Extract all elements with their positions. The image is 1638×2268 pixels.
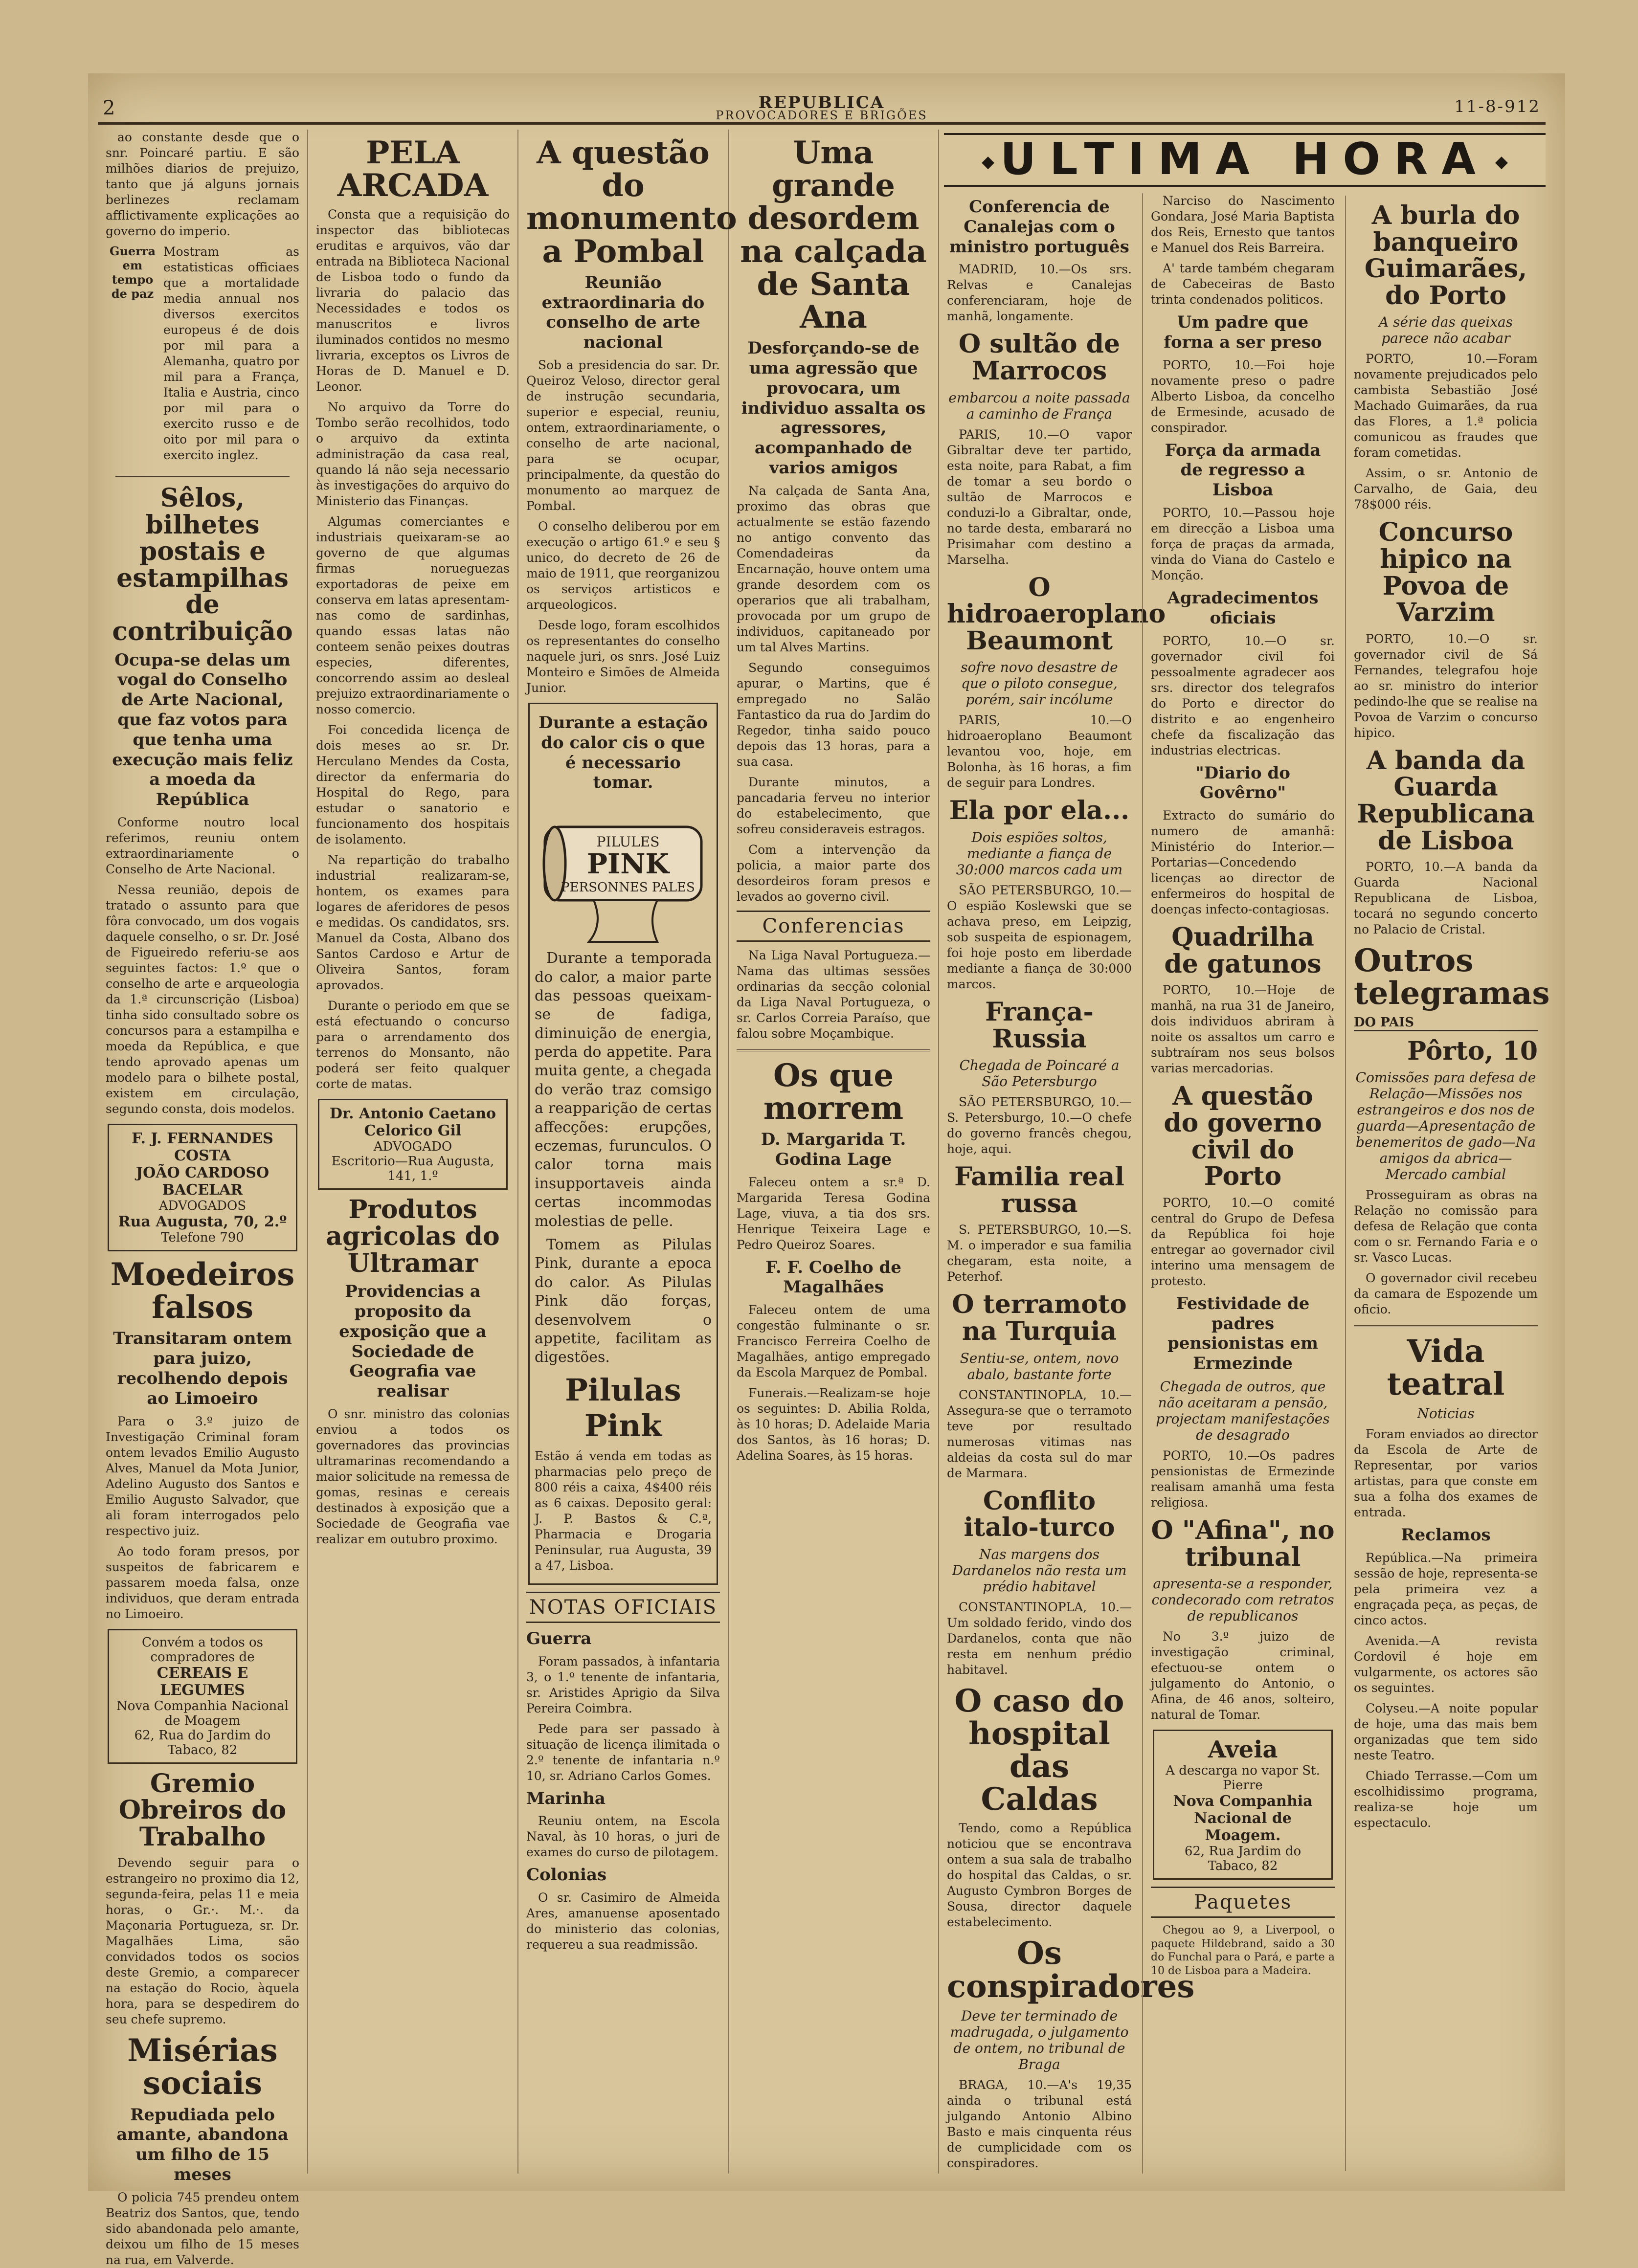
headline-paquetes: Paquetes [1151,1887,1335,1918]
subhead-sultao: embarcou a noite passada a caminho de França [948,389,1130,422]
article-text: Conforme noutro local referimos, reuniu ontem extraordinariamente o Conselho de Arte Nacional. [106,815,299,876]
subhead-selos: Ocupa-se delas um vogal do Conselho de Arte Nacional, que faz votos para que tenha uma execução mais feliz a moeda da República [112,650,293,810]
subhead-ela-por-ela: Dois espiões soltos, mediante a fiança de 30:000 marcos cada um [956,829,1123,878]
article-text: PORTO, 10.—Hoje de manhã, na rua 31 de Janeiro, dois individuos abriram à noite os assaltos um carro e subtraíram nos seus bolsos varias mercadorias. [1151,983,1335,1076]
column-6 [1345,196,1550,2171]
notice-text: Pede para ser passado à situação de licença ilimitada o 2.º tenente de infantaria n.º 10, sr. Adriano Carlos Gomes. [526,1721,720,1783]
column-5 [939,130,1345,2174]
pill-label-3: PERSONNES PALES [561,880,695,895]
lawyer-ad-celorico [318,1099,508,1190]
column-5b [1142,193,1343,2174]
column-1 [98,130,308,2267]
subhead-miserias: Repudiada pelo amante, abandona um filho de 15 meses [116,2105,289,2185]
notices-heading: NOTAS OFICIAIS [526,1592,720,1623]
headline-miserias: Misérias sociais [127,2032,278,2102]
headline-diario: "Diario do Govêrno" [1195,763,1290,803]
headline-os-que-morrem: Os que morrem [763,1057,904,1127]
article-text: Na Liga Naval Portugueza.—Nama das ultimas sessões ordinarias da secção colonial da Liga Naval Portugueza, o sr. Carlos Correia Paraíso, que falou sobre Moçambique. [737,948,930,1041]
ad-line: Nova Companhia Nacional de Moagem. [1173,1793,1313,1845]
section-marinha: Marinha [526,1788,606,1808]
headline-hidroaeroplano: O hidroaeroplano Beaumont [947,572,1166,656]
headline-sultao: O sultão de Marrocos [958,329,1121,386]
article-text: Para o 3.º juizo de Investigação Criminal foram ontem levados Emilio Augusto Alves, Manuel da Mota Junior, Adelino Augusto dos Santos e Emilio Augusto Salvador, que ali foram interrogados pelo respectivo juiz. [106,1414,299,1538]
article-text: Faleceu ontem a sr.ª D. Margarida Teresa Godina Lage, viuva, a tia dos srs. Henrique Teixeira Lage e Pedro Queiroz Soares. [737,1175,930,1252]
obituary-name: D. Margarida T. Godina Lage [761,1130,906,1169]
article-text: Segundo conseguimos apurar, o Martins, que é empregado no Salão Fantastico da rua do Jardim do Regedor, tinha saido pouco depois das 13 horas, para a sua casa. [737,660,930,769]
summary-porto: Comissões para defesa de Relação—Missões nos estrangeiros e dos nos de guarda—Apresentação de benemeritos de gado—Na amigos da abrica—Mercado cambial [1355,1069,1536,1183]
pink-ad-text: Tomem as Pilulas Pink, durante a epoca do calor. As Pilulas Pink dão forças, desenvolvem o appetite, facilitam as digestões. [535,1236,712,1366]
masthead [98,93,1546,125]
section-guerra: Guerra [526,1628,592,1648]
article-text: Ao todo foram presos, por suspeitos de fabricarem e passarem moeda falsa, onze individuos, que deram entrada no Limoeiro. [106,1544,299,1621]
headline-conspiradores: Os conspiradores [947,1935,1195,2005]
article-text: PORTO, 10.—Passou hoje em direcção a Lisboa uma força de praças da armada, vinda do Viana do Castelo e Monção. [1151,505,1335,582]
headline-concurso-hipico: Concurso hipico na Povoa de Varzim [1378,517,1513,628]
article-text: SÃO PETERSBURGO, 10.—O espião Koslewski que se achava preso, em Leipzig, sob suspeita de espionagem, foi hoje posto em liberdade mediante a fiança de 30:000 marcos. [947,883,1132,991]
guerra-label: Guerra em tempo de paz [109,244,156,301]
article-text: Foram enviados ao director da Escola de Arte de Representar, por varios artistas, para que conste em sua a folha dos exames de entrada. [1354,1427,1538,1520]
headline-reclamos: Reclamos [1401,1525,1491,1545]
headline-armada: Força da armada de regresso a Lisboa [1165,440,1321,500]
headline-terramoto: O terramoto na Turquia [952,1290,1127,1346]
headline-produtos: Produtos agricolas do Ultramar [326,1195,500,1278]
article-text: PORTO, 10.—Os padres pensionistas de Ermezinde realisam amanhã uma festa religiosa. [1151,1448,1335,1510]
article-text: CONSTANTINOPLA, 10.—Um soldado ferido, vindo dos Dardanelos, conta que não resta em nenhum prédio habitavel. [947,1600,1132,1677]
headline-selos: Sêlos, bilhetes postais e estampilhas de contribuição [112,483,293,646]
article-text: CONSTANTINOPLA, 10.—Assegura-se que o terramoto teve por resultado numerosas vitimas nas aldeias da costa sul do mar de Marmara. [947,1387,1132,1480]
headline-quadrilha: Quadrilha de gatunos [1164,922,1322,979]
ad-title: Aveia [1208,1736,1278,1764]
hand-icon [589,900,657,942]
guerra-text: Mostram as estatisticas officiaes que a mortalidade media annual nos diversos exercitos europeus é de dois por mil para a Alemanha, quatro por mil para a França, Italia e Austria, cinco por mil para o exercito russo e de oito por mil para o exercito inglez. [163,245,299,462]
subhead-hidroaeroplano: sofre novo desastre de que o piloto consegue, porém, sair incólume [961,659,1118,708]
lawyers-ad [108,1124,297,1251]
subhead-produtos: Providencias a proposito da exposição que a Sociedade de Geografia vae realisar [339,1282,487,1401]
dateline-porto: Pôrto, 10 [1407,1036,1538,1066]
article-text: Na calçada de Santa Ana, proximo das obras que actualmente se estão fazendo no antigo convento das Comendadeiras da Encarnação, houve ontem uma grande desordem com os operarios que ali trabalham, provocada por um grupo de individuos, capitaneado por um tal Alves Martins. [737,483,930,654]
lawyer-address: Rua Augusta, 70, 2.º [118,1213,287,1230]
subhead-noticias: Noticias [1417,1405,1475,1422]
pill-label-2: PINK [586,848,670,881]
headline-monumento: A questão do monumento a Pombal [526,134,737,270]
article-text: Devendo seguir para o estrangeiro no proximo dia 12, segunda-feira, pelas 11 e meia horas, o Gr.·. M.·. da Maçonaria Portugueza, sr. Dr. Magalhães Lima, são convidados todos os socios deste Gremio, a comparecer na estação do Rocio, àquela hora, para se despedirem do seu chefe supremo. [106,1856,299,2027]
column-header: PROVOCADORES E BRIGÕES [716,109,928,122]
article-text: Narciso do Nascimento Gondara, José Maria Baptista dos Reis, Ernesto que tantos e Manuel dos Reis Barreira. [1151,194,1335,255]
pill-label-1: PILULES [596,834,660,850]
article-text: O snr. ministro das colonias enviou a todos os governadores das provincias ultramarinas recomendando a maior solicitude na remessa de gomas, resinas e cereais destinados à exposição que a Sociedade de Geografia vae realizar em outubro proximo. [316,1406,510,1546]
article-text: Faleceu ontem de uma congestão fulminante o sr. Francisco Ferreira Coelho de Magalhães, antigo empregado da Escola Marquez de Pombal. [737,1303,930,1380]
pink-ad-price: Estão á venda em todas as pharmacias pelo preço de 800 réis a caixa, 4$400 réis as 6 caixas. Deposito geral: J. P. Bastos & C.ª, Pharmacia e Drogaria Peninsular, rua Augusta, 39 a 47, Lisboa. [535,1448,712,1573]
column-4 [729,130,939,2174]
ad-line: Convém a todos os compradores de [141,1635,264,1665]
headline-outros-telegramas: Outros telegramas [1354,942,1550,1012]
notice-text: Reuniu ontem, na Escola Naval, às 10 horas, o juri de exames do curso de pilotagem. [526,1814,720,1860]
page-number: 2 [103,97,117,119]
issue-date: 11-8-912 [1454,97,1541,116]
article-text: Chiado Terrasse.—Com um escolhidissimo programa, realiza-se hoje um espectaculo. [1354,1769,1538,1830]
headline-burla: A burla do banqueiro Guimarães, do Porto [1364,200,1527,311]
column-5a [939,193,1195,2176]
ad-line: Nova Companhia Nacional de Moagem [116,1698,289,1728]
headline-padre: Um padre que forna a ser preso [1164,312,1322,352]
ad-line: 62, Rua do Jardim do Tabaco, 82 [134,1728,271,1757]
article-text: Consta que a requisição do inspector das bibliotecas eruditas e arquivos, vão dar entrada na Biblioteca Nacional de Lisboa todo o fundo da livraria do palacio das Necessidades e todos os manuscritos e livros iluminados contidos no mesmo livraria, exceptos os Livros de Horas de D. Manuel e D. Leonor. [316,207,510,394]
article-text: No arquivo da Torre do Tombo serão recolhidos, todo o arquivo da extinta administração da casa real, quando lá não seja necessario às investigações do arquivo do Ministerio das Finanças. [316,400,510,509]
article-text: Tendo, como a República noticiou que se encontrava ontem a sua sala de trabalho do hospital das Caldas, o sr. Augusto Cymbron Borges de Sousa, director daquele estabelecimento. [947,1821,1132,1930]
ornament-icon: ◆ [981,152,995,172]
article-text: O governador civil recebeu da camara de Espozende um oficio. [1354,1271,1538,1317]
newspaper-title: REPUBLICA [758,93,885,112]
article-text: Nessa reunião, depois de tratado o assunto para que fôra convocado, um dos vogais daquele conselho, o sr. Dr. José de Figueiredo referiu-se aos seguintes factos: 1.º que o conselho de arte e arqueologia da 1.ª circunscrição (Lisboa) tinha sido consultado sobre os concursos para a estampilha e moeda da República, e que tendo aprovado apenas um modelo para o bilhete postal, existem em circulação, segundo consta, dois modelos. [106,882,299,1116]
section-colonias: Colonias [526,1865,607,1885]
headline-familia-real: Familia real russa [954,1162,1124,1219]
headline-pela-arcada: PELA ARCADA [337,134,489,204]
article-text: Na repartição do trabalho industrial realizaram-se, hontem, os exames para logares de aferidores de pesos e medidas. Os candidatos, srs. Manuel da Costa, Albano dos Santos Cardoso e Artur de Oliveira Santos, foram aprovados. [316,853,510,993]
headline-canalejas: Conferencia de Canalejas com o ministro português [949,197,1129,257]
article-text: Com a intervenção da policia, a maior parte dos desordeiros foram presos e levados ao governo civil. [737,842,930,904]
article-text: Durante minutos, a pancadaria ferveu no interior do estabelecimento, que sofreu consideraveis estragos. [737,775,930,836]
subhead-desordem: Desforçando-se de uma agressão que provocara, um individuo assalta os agressores, acompanhado de varios amigos [741,338,926,478]
headline-governo-civil: A questão do governo civil do Porto [1164,1081,1322,1192]
subhead-monumento: Reunião extraordinaria do conselho de arte nacional [541,272,705,353]
article-text: Chegou ao 9, a Liverpool, o paquete Hildebrand, saido a 30 do Funchal para o Pará, e parte a 10 de Lisboa para a Madeira. [1151,1924,1335,1977]
article-text: Sob a presidencia do sar. Dr. Queiroz Veloso, director geral de instrução secundaria, superior e especial, reuniu, ontem, extraordinariamente, o conselho de arte nacional, para se ocupar, principalmente, da questão do monumento ao marquez de Pombal. [526,357,720,513]
pink-pills-ad [528,703,718,1585]
headline-franca-russia: França-Russia [985,997,1094,1054]
lawyer-phone: Telefone 790 [161,1230,244,1245]
headline-banda: A banda da Guarda Republicana de Lisboa [1357,745,1535,856]
ad-line: 62, Rua Jardim do Tabaco, 82 [1184,1844,1301,1874]
notice-text: O sr. Casimiro de Almeida Ares, amanuense aposentado do ministerio das colonias, requereu a sua readmissão. [526,1890,720,1952]
article-text: PARIS, 10.—O vapor Gibraltar deve ter partido, esta noite, para Rabat, a fim de tomar a seu bordo o sultão de Marrocos e conduzi-lo a Gibraltar, onde, no tarde desta, embarará no Prisimahar com destino a Marselha. [947,427,1132,567]
intro-text: ao constante desde que o snr. Poincaré partiu. E são milhões diarios de prejuizo, tanto que já alguns jornais berlinezes reclamam afflictivamente explicações ao governo do imperio. [106,130,299,238]
article-text: Prosseguiram as obras na Relação no comissão para defesa de Relação que conta com o sr. Fernando Faria e o sr. Vasco Lucas. [1354,1188,1538,1265]
article-text: PORTO, 10.—O sr. governador civil de Sá Fernandes, telegrafou hoje ao sr. ministro do interior pedindo-lhe que se realise na Povoa de Varzim o concurso hipico. [1354,631,1538,740]
pink-ad-heading: Durante a estação do calor cis o que é necessario tomar. [539,712,708,793]
column-3 [518,130,737,2174]
article-text: PARIS, 10.—O hidroaeroplano Beaumont levantou voo, hoje, em Bolonha, às 16 horas, a fim de seguir para Londres. [947,713,1132,790]
article-text: Extracto do sumário do numero de amanhã: Ministério do Interior.—Portarias—Concedendo licenças ao director de enfermeiros do hospital de doenças infecto-contagiosas. [1151,808,1335,917]
headline-vida-teatral: Vida teatral [1387,1333,1505,1403]
pink-ad-text: Durante a temporada do calor, a maior parte das pessoas queixam-se de fadiga, diminuição de energia, perda do appetite. Para muita gente, a chegada do verão traz comsigo a reapparição de certas affecções: erupções, eczemas, furunculos. O calor torna mais insupportaveis ainda certas incommodas molestias de pelle. [535,950,712,1230]
article-text: A' tarde também chegaram de Cabeceiras de Basto trinta condenados politicos. [1151,261,1335,307]
subhead-burla: A série das queixas parece não acabar [1378,314,1513,347]
article-text: Desde logo, foram escolhidos os representantes do conselho naquele juri, os snrs. José Luiz Monteiro e Simões de Almeida Junior. [526,618,720,695]
cereais-ad [108,1629,297,1764]
article-text: BRAGA, 10.—A's 19,35 ainda o tribunal está julgando Antonio Albino Basto e mais cinquenta réus de cumplicidade com os conspiradores. [947,2077,1132,2170]
lawyer-role: ADVOGADO [373,1139,452,1155]
headline-gremio: Gremio Obreiros do Trabalho [118,1768,287,1852]
article-text: Avenida.—A revista Cordovil é hoje em vulgarmente, os actores são os seguintes. [1354,1634,1538,1695]
headline-desordem: Uma grande desordem na calçada de Santa Ana [740,134,927,335]
ad-line: A descarga no vapor St. Pierre [1166,1763,1320,1793]
article-text: Algumas comerciantes e industriais queixaram-se ao governo de que algumas firmas norueguezas exportadoras de peixe em conserva em latas apresentam-nas como de sardinhas, quando essas latas não conteem senão peixes doutras especies, diferentes, concorrendo assim ao desleal prejuizo extraordinariamente o nosso comercio. [316,514,510,717]
article-text: No 3.º juizo de investigação criminal, efectuou-se ontem o julgamento do Antonio, o Afina, de 46 anos, solteiro, natural de Tomar. [1151,1629,1335,1722]
article-text: PORTO, 10.—Foram novamente prejudicados pelo cambista Sebastião José Machado Guimarães, da rua das Flores, a 1.ª policia comunicou as fraudes que foram cometidas. [1354,352,1538,460]
subhead-moedeiros: Transitaram ontem para juizo, recolhendo depois ao Limoeiro [113,1329,292,1408]
headline-festividade: Festividade de padres pensionistas em Ermezinde [1167,1293,1318,1374]
lawyer-address: Escritorio—Rua Augusta, 141, 1.º [331,1154,494,1184]
article-text: Funerais.—Realizam-se hoje os seguintes: D. Abilia Rolda, às 10 horas; D. Adelaide Maria dos Santos, às 16 horas; D. Adelina Soares, às 15 horas. [737,1386,930,1463]
pink-ad-title: Pilulas Pink [565,1372,681,1444]
article-text: PORTO, 10.—Foi hoje novamente preso o padre Alberto Lisboa, da concelho de Ermesinde, acusado de conspirador. [1151,357,1335,435]
lawyer-role: ADVOGADOS [158,1198,247,1213]
article-text: Durante o periodo em que se está efectuando o concurso para o arrendamento dos terrenos do Monsanto, não poderá ser feito qualquer corte de matas. [316,999,510,1091]
subhead-franca-russia: Chegada de Poincaré a São Petersburgo [959,1057,1120,1090]
notice-text: Foram passados, à infantaria 3, o 1.º tenente de infantaria, sr. Aristides Aprigio da Silva Pereira Coimbra. [526,1654,720,1715]
subhead-conspiradores: Deve ter terminado de madrugada, o julgamento de ontem, no tribunal de Braga [950,2007,1129,2072]
column-2 [308,130,518,2174]
ornament-icon: ◆ [1495,152,1508,172]
article-text: S. PETERSBURGO, 10.—S. M. o imperador e sua familia chegaram, esta noite, a Peterhof. [947,1223,1132,1284]
subhead-afina: apresenta-se a responder, condecorado com retratos de republicanos [1151,1576,1334,1624]
headline-ela-por-ela: Ela por ela... [949,796,1130,826]
article-text: República.—Na primeira sessão de hoje, representa-se pela primeira vez a engraçada peça, as peças, de cinco actos. [1354,1551,1538,1628]
article-text: Assim, o sr. Antonio de Carvalho, de Gaia, deu 78$000 réis. [1354,466,1538,512]
aveia-ad [1153,1730,1333,1880]
article-text: O conselho deliberou por em execução o artigo 61.º e seu § unico, do decreto de 26 de maio de 1911, que reorganizou os serviços artisticos e arqueologicos. [526,519,720,612]
pill-box-illustration [535,798,711,944]
ad-title: CEREAIS E LEGUMES [157,1664,248,1699]
subhead-do-pais: DO PAIS [1354,1015,1538,1031]
lawyer-name: JOÃO CARDOSO BACELAR [135,1164,269,1199]
article-text: MADRID, 10.—Os srs. Relvas e Canalejas conferenciaram, hoje de manhã, longamente. [947,262,1132,324]
headline-afina: O "Afina", no tribunal [1151,1515,1335,1572]
article-text: PORTO, 10.—A banda da Guarda Nacional Republicana de Lisboa, tocará no segundo concerto no Palacio de Cristal. [1354,860,1538,937]
headline-conflito: Conflito italo-turco [964,1486,1115,1543]
article-text: PORTO, 10.—O sr. governador civil foi pessoalmente agradecer aos srs. director dos telegrafos do Porto e director do distrito e ao engenheiro chefe da fiscalização das industrias electricas. [1151,633,1335,757]
headline-moedeiros: Moedeiros falsos [110,1256,295,1326]
article-text: Colyseu.—A noite popular de hoje, uma das mais bem organizadas que tem sido neste Teatro. [1354,1701,1538,1763]
lawyer-name: F. J. FERNANDES COSTA [132,1130,273,1164]
subhead-terramoto: Sentiu-se, ontem, novo abalo, bastante forte [960,1350,1119,1382]
lawyer-name: Dr. Antonio Caetano Celorico Gil [329,1105,496,1140]
subhead-conflito: Nas margens dos Dardanelos não resta um prédio habitavel [952,1546,1127,1595]
article-text: O policia 745 prendeu ontem Beatriz dos Santos, que, tendo sido abandonada pelo amante, deixou um filho de 15 meses na rua, em Valverde. [106,2190,299,2267]
article-text: Foi concedida licença de dois meses ao sr. Dr. Herculano Mendes da Costa, director da enfermaria do Hospital do Rego, para estudar o sanatorio e funcionamento dos hospitais de isolamento. [316,723,510,847]
subhead-festividade: Chegada de outros, que não aceitaram a pensão, projectam manifestações de desagrado [1156,1378,1330,1443]
headline-conferencias: Conferencias [737,911,930,942]
headline-hospital: O caso do hospital das Caldas [954,1682,1124,1818]
headline-agradecimentos: Agradecimentos oficiais [1167,588,1319,628]
article-text: SÃO PETERSBURGO, 10.—S. Petersburgo, 10.—O chefe do governo francês chegou, hoje, aqui. [947,1095,1132,1156]
article-text: PORTO, 10.—O comité central do Grupo de Defesa da República foi hoje entregar ao governador civil interino uma mensagem de protesto. [1151,1195,1335,1288]
banner-title: ULTIMA HORA [1000,133,1489,185]
obituary-name: F. F. Coelho de Magalhães [765,1257,901,1297]
